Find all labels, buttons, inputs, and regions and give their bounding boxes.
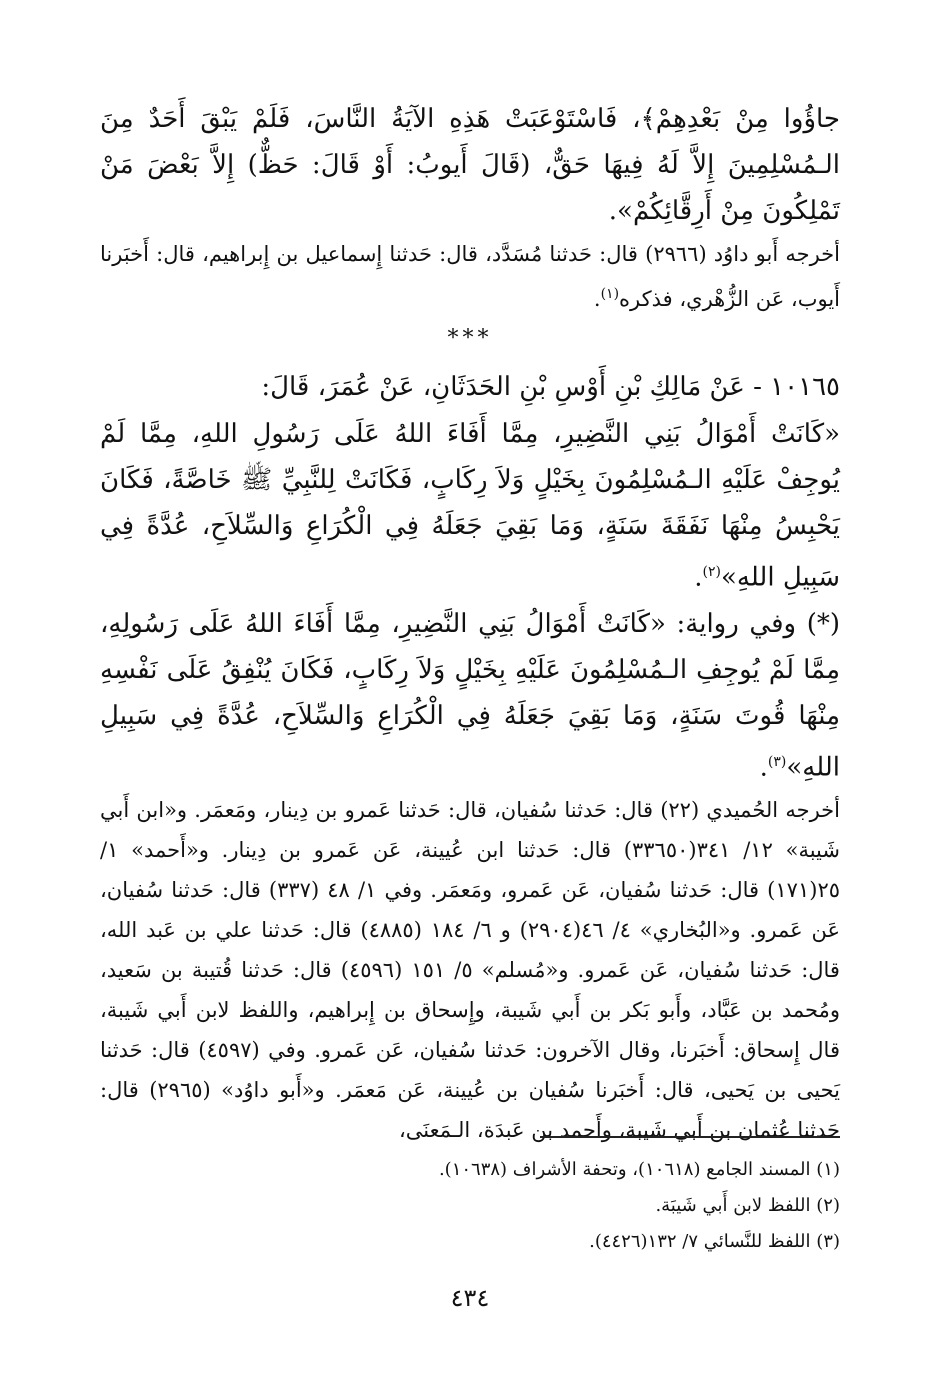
footnote-ref-1[interactable]: (١) [600, 286, 620, 302]
footnote-ref-2[interactable]: (٢) [702, 564, 721, 580]
hadith-text [100, 411, 840, 601]
footnote-3: (٣) اللفظ للنَّسائي ٧/ ١٣٢(٤٤٢٦). [589, 1231, 840, 1252]
hadith-number: ١٠١٦٥ [770, 372, 840, 402]
hadith-isnad: - عَنْ مَالِكِ بْنِ أَوْسِ بْنِ الحَدَثَانِ، عَنْ عُمَرَ، قَالَ: [261, 372, 762, 402]
footnote-ref-3[interactable]: (٣) [767, 753, 787, 770]
hadith-variant-end: . [759, 752, 768, 783]
footnote-2: (٢) اللفظ لابن أَبي شَيبَة. [655, 1195, 840, 1216]
section-separator: *** [447, 326, 493, 351]
footnote-1: (١) المسند الجامع (١٠٦١٨)، وتحفة الأشراف (١٠٦٣٨). [438, 1159, 840, 1180]
quote-continuation [100, 96, 840, 234]
takhrij-2-text: أخرجه الحُميدي (٢٢) قال: حَدثنا سُفيان، قال: حَدثنا عَمرو بن دِينار، ومَعمَر. و«ابن أَبي شَيبة» ١٢/ ٣٤١(٣٣٦٥٠) قال: حَدثنا ابن عُيينة، عَن عَمرو بن دِينار. و«أَحمد» ١/ ٢٥(١٧١) قال: حَدثنا سُفيان، عَن عَمرو، ومَعمَر. وفي ١/ ٤٨ (٣٣٧) قال: حَدثنا سُفيان، عَن عَمرو. و«البُخاري» ٤/ ٤٦(٢٩٠٤) و ٦/ ١٨٤ (٤٨٨٥) قال: حَدثنا علي بن عَبد الله، قال: حَدثنا سُفيان، عَن عَمرو. و«مُسلم» ٥/ ١٥١ (٤٥٩٦) قال: حَدثنا قُتيبة بن سَعيد، ومُحمد بن عَبَّاد، وأَبو بَكر بن أَبي شَيبة، وإِسحاق بن إِبراهيم، واللفظ لابن أَبي شَيبة، قال إِسحاق: أَخبَرنا، وقال الآخرون: حَدثنا سُفيان، عَن عَمرو. وفي (٤٥٩٧) قال: حَدثنا يَحيى بن يَحيى، قال: أَخبَرنا سُفيان بن عُيينة، عَن مَعمَر. و«أَبو داوُد» (٢٩٦٥) قال: حَدثنا عُثمان بن أَبي شَيبة، وأَحمد بن عَبدَة، الـمَعنَى، [100, 798, 840, 1143]
hadith-heading [100, 363, 840, 411]
page [100, 96, 840, 1384]
page-number: ٤٣٤ [450, 1284, 490, 1312]
quote-continuation-text: جاؤُوا مِنْ بَعْدِهِمْ﴾، فَاسْتَوْعَبَتْ هَذِهِ الآيَةُ النَّاسَ، فَلَمْ يَبْقَ أَحَدٌ مِنَ الـمُسْلِمِينَ إِلاَّ لَهُ فِيهَا حَقٌّ، (قَالَ أَيوبُ: أَوْ قَالَ: حَظٌّ) إِلاَّ بَعْضَ مَنْ تَمْلِكُونَ مِنْ أَرِقَّائِكُمْ». [100, 104, 840, 226]
hadith-variant-body: (*) وفي رواية: «كَانَتْ أَمْوَالُ بَنِي النَّضِيرِ، مِمَّا أَفَاءَ اللهُ عَلَى رَسُولِهِ، مِمَّا لَمْ يُوجِفِ الـمُسْلِمُونَ عَلَيْهِ بِخَيْلٍ وَلاَ رِكَابٍ، فَكَانَ يُنْفِقُ عَلَى نَفْسِهِ مِنْهَا قُوتَ سَنَةٍ، وَمَا بَقِيَ جَعَلَهُ فِي الْكُرَاعِ وَالسِّلاَحِ، عُدَّةً فِي سَبِيلِ اللهِ» [100, 608, 840, 783]
takhrij-1-text: أخرجه أَبو داوُد (٢٩٦٦) قال: حَدثنا مُسَدَّد، قال: حَدثنا إِسماعيل بن إِبراهيم، قال: أَخبَرنا أَيوب، عَن الزُّهْري، فذكره [100, 242, 840, 311]
hadith-text-end: . [694, 562, 703, 593]
hadith-text-body: «كَانَتْ أَمْوَالُ بَنِي النَّضِيرِ، مِمَّا أَفَاءَ اللهُ عَلَى رَسُولِ اللهِ، مِمَّا لَمْ يُوجِفْ عَلَيْهِ الـمُسْلِمُونَ بِخَيْلٍ وَلاَ رِكَابٍ، فَكَانَتْ لِلنَّبِيِّ ﷺ خَاصَّةً، فَكَانَ يَحْبِسُ مِنْهَا نَفَقَةَ سَنَةٍ، وَمَا بَقِيَ جَعَلَهُ فِي الْكُرَاعِ وَالسِّلاَحِ، عُدَّةً فِي سَبِيلِ اللهِ» [100, 419, 840, 593]
takhrij-paragraph-1 [100, 234, 840, 319]
footnote-divider [540, 1136, 840, 1138]
footnotes [100, 1152, 840, 1260]
hadith-variant [100, 601, 840, 791]
takhrij-1-end: . [593, 287, 601, 311]
takhrij-paragraph-2 [100, 790, 840, 1150]
